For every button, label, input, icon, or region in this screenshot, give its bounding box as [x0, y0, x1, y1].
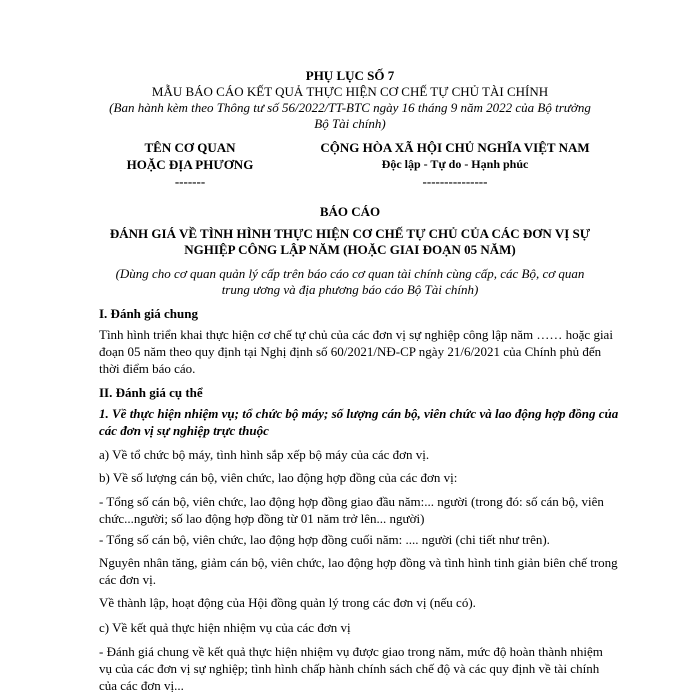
usage-note-line1: (Dùng cho cơ quan quản lý cấp trên báo cáo cơ quan tài chính cùng cấp, các Bộ, cơ quan: [115, 266, 585, 281]
task-results-assessment: - Đánh giá chung về kết quả thực hiện nhiệm vụ được giao trong năm, mức độ hoàn thành nhiệm vụ của các đơn vị sự nghiệp; tình hình chấp hành chính sách chế độ và các quy định về tài chính của các đơn vị...: [99, 644, 603, 693]
agency-divider: -------: [174, 174, 206, 189]
national-motto: Độc lập - Tự do - Hạnh phúc: [381, 157, 529, 171]
staff-change-reasons: Nguyên nhân tăng, giảm cán bộ, viên chức, lao động hợp đồng và tình hình tinh giản biên chế trong các đơn vị.: [99, 555, 618, 587]
agency-block: [100, 139, 280, 190]
item-1-heading: 1. Về thực hiện nhiệm vụ; tổ chức bộ máy; số lượng cán bộ, viên chức và lao động hợp đồng của các đơn vị sự nghiệp trực thuộc: [99, 406, 619, 438]
issued-note-line2: Bộ Tài chính): [314, 116, 386, 131]
section-specific-heading: II. Đánh giá cụ thể: [99, 385, 203, 400]
item-c-task-results: c) Về kết quả thực hiện nhiệm vụ của các đơn vị: [99, 620, 351, 635]
report-subtitle-line1: ĐÁNH GIÁ VỀ TÌNH HÌNH THỰC HIỆN CƠ CHẾ TỰ CHỦ CỦA CÁC ĐƠN VỊ SỰ: [109, 226, 591, 241]
staff-start-of-year: - Tổng số cán bộ, viên chức, lao động hợp đồng giao đầu năm:... người (trong đó: số cán bộ, viên chức...người; số lao động hợp đồng từ 01 năm trở lên... người): [99, 494, 604, 526]
item-b-staff-count: b) Về số lượng cán bộ, viên chức, lao động hợp đồng của các đơn vị:: [99, 470, 458, 485]
agency-name-line1: TÊN CƠ QUAN: [144, 140, 236, 155]
issued-note-line1: (Ban hành kèm theo Thông tư số 56/2022/TT-BTC ngày 16 tháng 9 năm 2022 của Bộ trưởng: [109, 100, 591, 115]
national-motto-block: [290, 139, 620, 190]
report-title: BÁO CÁO: [319, 204, 381, 219]
general-assessment-paragraph: Tình hình triển khai thực hiện cơ chế tự chủ của các đơn vị sự nghiệp công lập năm …… hoặc giai đoạn 05 năm theo quy định tại Nghị định số 60/2021/NĐ-CP ngày 21/6/2021 của Chính phủ đến thời điểm báo cáo.: [99, 327, 613, 376]
motto-divider: ---------------: [422, 174, 488, 189]
usage-note-line2: trung ương và địa phương báo cáo Bộ Tài chính): [221, 282, 479, 297]
report-subtitle-line2: NGHIỆP CÔNG LẬP NĂM (HOẶC GIAI ĐOẠN 05 NĂM): [184, 242, 516, 257]
section-general-heading: I. Đánh giá chung: [99, 306, 198, 321]
item-a-org-structure: a) Về tổ chức bộ máy, tình hình sắp xếp bộ máy của các đơn vị.: [99, 447, 430, 462]
form-title: MẪU BÁO CÁO KẾT QUẢ THỰC HIỆN CƠ CHẾ TỰ CHỦ TÀI CHÍNH: [151, 84, 549, 99]
agency-name-line2: HOẶC ĐỊA PHƯƠNG: [126, 157, 254, 172]
staff-end-of-year: - Tổng số cán bộ, viên chức, lao động hợp đồng cuối năm: .... người (chi tiết như trên).: [99, 532, 550, 547]
country-name: CỘNG HÒA XÃ HỘI CHỦ NGHĨA VIỆT NAM: [320, 140, 590, 155]
management-board-paragraph: Về thành lập, hoạt động của Hội đồng quản lý trong các đơn vị (nếu có).: [99, 595, 476, 610]
appendix-number: PHỤ LỤC SỐ 7: [305, 68, 395, 83]
